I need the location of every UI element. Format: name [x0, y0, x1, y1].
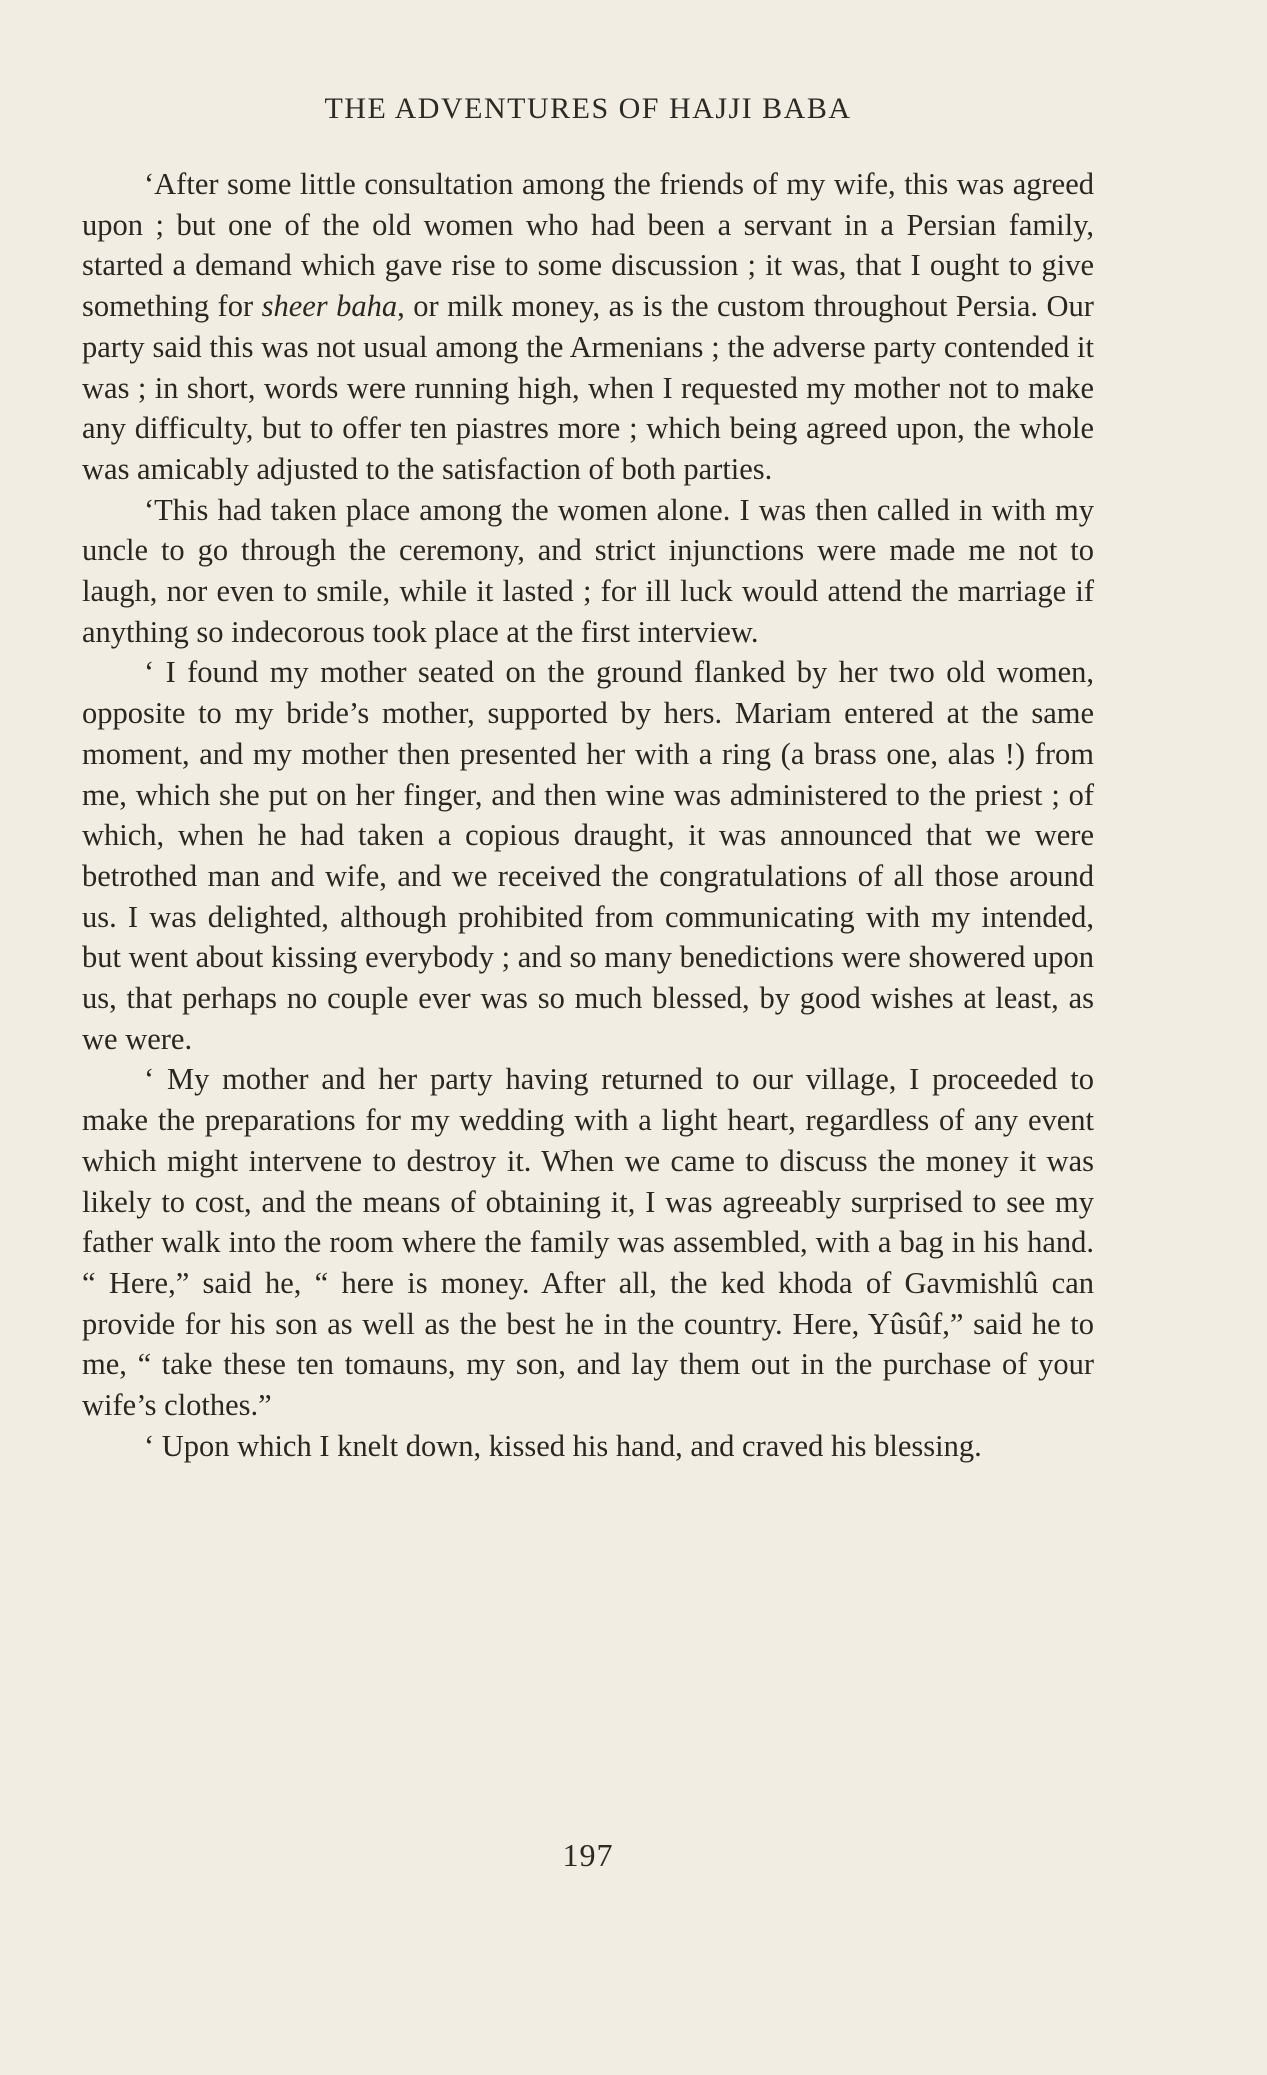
paragraph-1-end: , or milk money, as is the custom throughout Persia. Our party said this was not usual among the Armenians ; the adverse party contended it was ; in short, words were running high, when I requested my mother not to make any difficulty, but to offer ten piastres more ; which being agreed upon, the whole was amicably adjusted to the satisfaction of both parties. — [82, 289, 1094, 486]
paragraph-1 — [82, 164, 1094, 490]
body-text — [82, 164, 1094, 1467]
paragraph-4: ‘ My mother and her party having returned to our village, I proceeded to make the preparations for my wedding with a light heart, regardless of any event which might intervene to destroy it. When we came to discuss the money it was likely to cost, and the means of obtaining it, I was agreeably surprised to see my father walk into the room where the family was assembled, with a bag in his hand. “ Here,” said he, “ here is money. After all, the ked khoda of Gavmishlû can provide for his son as well as the best he in the country. Here, Yûsûf,” said he to me, “ take these ten tomauns, my son, and lay them out in the purchase of your wife’s clothes.” — [82, 1062, 1094, 1423]
paragraph-2: ‘This had taken place among the women alone. I was then called in with my uncle to go through the ceremony, and strict injunctions were made me not to laugh, nor even to smile, while it lasted ; for ill luck would attend the marriage if anything so indecorous took place at the first interview. — [82, 492, 1094, 649]
italic-term: sheer baha — [261, 289, 398, 324]
paragraph-1-start: ‘After some little consultation among the friends of my wife, this was agreed upon ; but one of the old women who had been a servant in a Persian family, started a demand which gave rise to some discussion ; it was, that I ought to give something for — [82, 167, 1094, 324]
paragraph-3: ‘ I found my mother seated on the ground flanked by her two old women, opposite to my bride’s mother, supported by hers. Mariam entered at the same moment, and my mother then presented her with a ring (a brass one, alas !) from me, which she put on her finger, and then wine was administered to the priest ; of which, when he had taken a copious draught, it was announced that we were betrothed man and wife, and we received the congratulations of all those around us. I was delighted, although prohibited from communicating with my intended, but went about kissing everybody ; and so many benedictions were showered upon us, that perhaps no couple ever was so much blessed, by good wishes at least, as we were. — [82, 655, 1094, 1056]
page-number: 197 — [562, 1837, 614, 1873]
running-title: THE ADVENTURES OF HAJJI BABA — [324, 92, 852, 125]
paragraph-5: ‘ Upon which I knelt down, kissed his hand, and craved his blessing. — [144, 1428, 982, 1463]
